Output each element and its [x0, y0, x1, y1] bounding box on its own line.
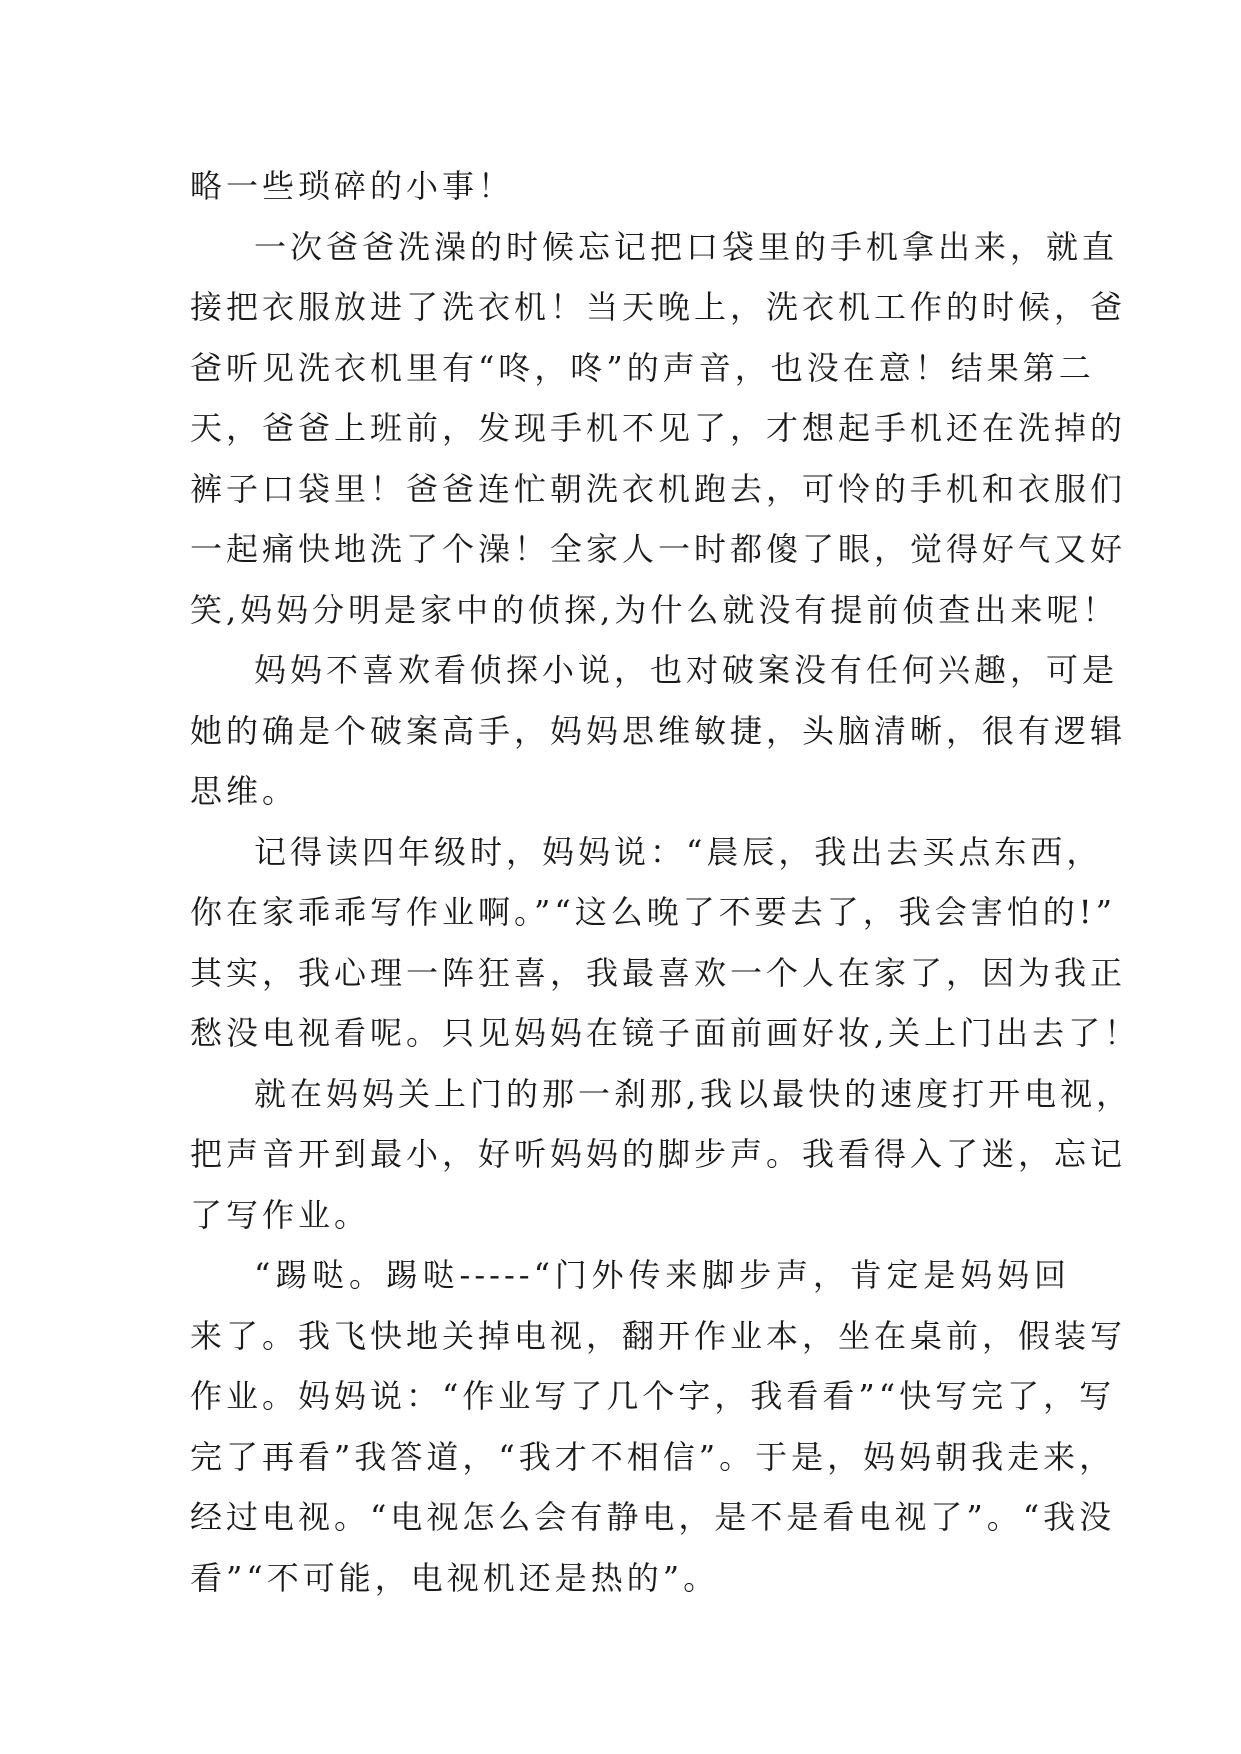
text-line: 把声音开到最小，好听妈妈的脚步声。我看得入了迷，忘记	[190, 1135, 1127, 1173]
paragraph-first-line: 一次爸爸洗澡的时候忘记把口袋里的手机拿出来，就直	[254, 227, 1119, 266]
text-line: 一起痛快地洗了个澡！全家人一时都傻了眼，觉得好气又好	[190, 530, 1127, 568]
text-line: 你在家乖乖写作业啊。”“这么晚了不要去了，我会害怕的!”	[190, 893, 1116, 931]
text-line: 愁没电视看呢。只见妈妈在镜子面前画好妆,关上门出去了！	[190, 1014, 1141, 1052]
text-line: 爸听见洗衣机里有“咚，咚”的声音，也没在意！结果第二	[190, 348, 1095, 387]
text-line: 笑,妈妈分明是家中的侦探,为什么就没有提前侦查出来呢！	[190, 590, 1119, 629]
text-line: 她的确是个破案高手，妈妈思维敏捷，头脑清晰，很有逻辑	[190, 711, 1127, 750]
text-line: 来了。我飞快地关掉电视，翻开作业本，坐在桌前，假装写	[190, 1316, 1127, 1355]
paragraph-first-line: 妈妈不喜欢看侦探小说，也对破案没有任何兴趣，可是	[254, 651, 1119, 689]
text-line: 看”“不可能，电视机还是热的”。	[190, 1558, 720, 1597]
text-line: 略一些琐碎的小事！	[190, 167, 515, 205]
text-line: 天，爸爸上班前，发现手机不见了，才想起手机还在洗掉的	[190, 409, 1127, 447]
text-line: 接把衣服放进了洗衣机！当天晚上，洗衣机工作的时候，爸	[190, 288, 1127, 326]
text-line: 完了再看”我答道，“我才不相信”。于是，妈妈朝我走来，	[190, 1437, 1116, 1476]
text-line: 裤子口袋里！爸爸连忙朝洗衣机跑去，可怜的手机和衣服们	[190, 469, 1127, 508]
text-line: 思维。	[190, 772, 299, 810]
text-line: 其实，我心理一阵狂喜，我最喜欢一个人在家了，因为我正	[190, 953, 1127, 992]
text-line: 经过电视。“电视怎么会有静电，是不是看电视了”。“我没	[190, 1498, 1116, 1536]
document-body	[190, 156, 1141, 1608]
text-line: 作业。妈妈说：“作业写了几个字，我看看”“快写完了，写	[190, 1377, 1116, 1415]
text-line: 了写作业。	[190, 1195, 371, 1234]
paragraph-first-line: “踢哒。踢哒-----“门外传来脚步声，肯定是妈妈回	[254, 1256, 1070, 1294]
paragraph-first-line: 就在妈妈关上门的那一刹那,我以最快的速度打开电视，	[254, 1074, 1133, 1113]
paragraph-first-line: 记得读四年级时，妈妈说：“晨辰，我出去买点东西，	[254, 832, 1103, 871]
